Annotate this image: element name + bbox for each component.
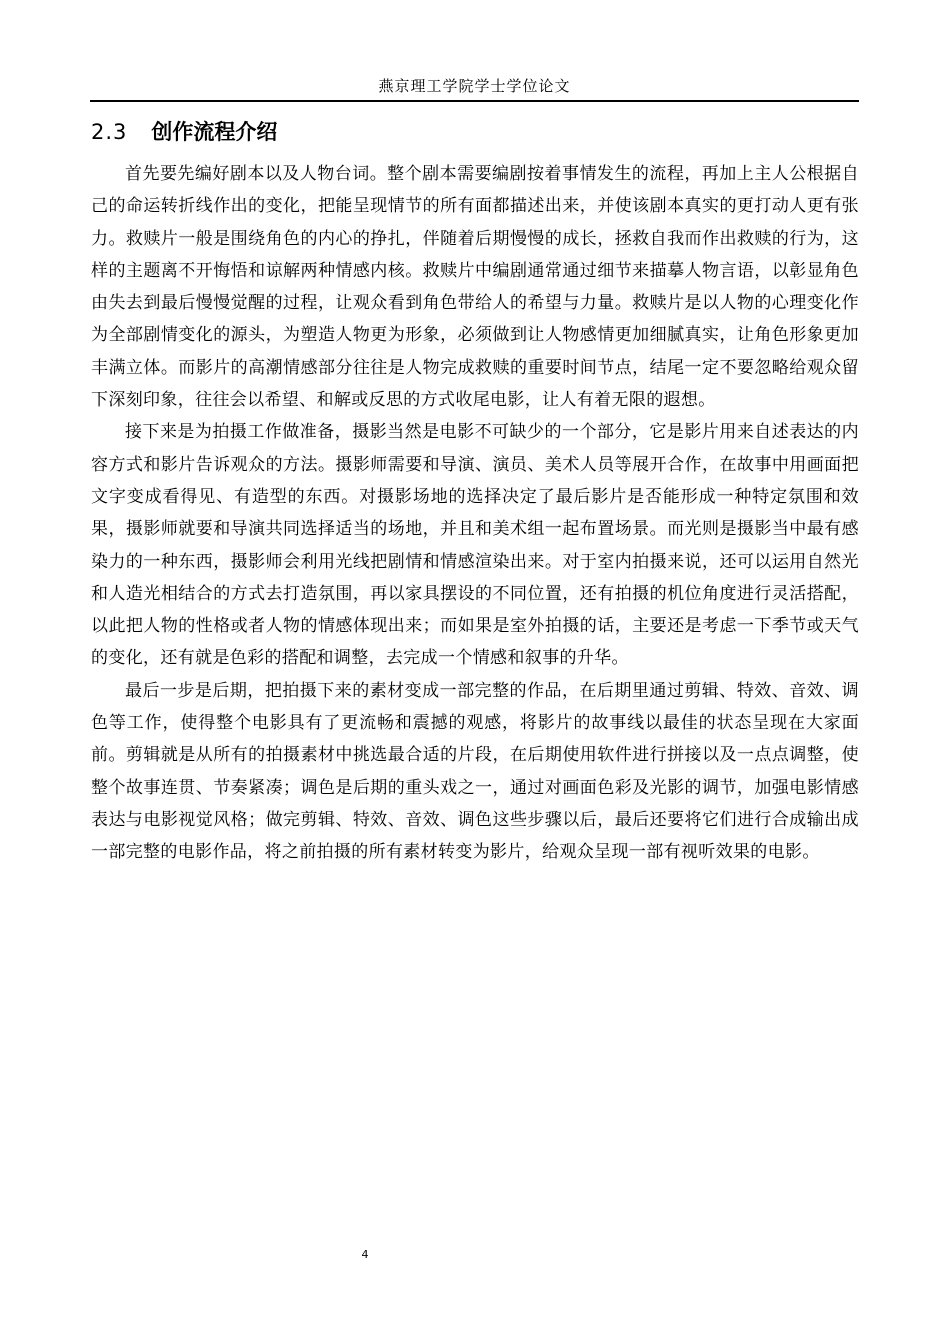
header-rule	[90, 100, 859, 102]
paragraph-post-production: 最后一步是后期，把拍摄下来的素材变成一部完整的作品，在后期里通过剪辑、特效、音效、调色等工作，使得整个电影具有了更流畅和震撼的观感，将影片的故事线以最佳的状态呈现在大家面前。剪辑就是从所有的拍摄素材中挑选最合适的片段，在后期使用软件进行拼接以及一点点调整，使整个故事连贯、节奏紧凑；调色是后期的重头戏之一，通过对画面色彩及光影的调节，加强电影情感表达与电影视觉风格；做完剪辑、特效、音效、调色这些步骤以后，最后还要将它们进行合成输出成一部完整的电影作品，将之前拍摄的所有素材转变为影片，给观众呈现一部有视听效果的电影。	[91, 680, 859, 863]
running-header: 燕京理工学院学士学位论文	[378, 77, 571, 95]
section-number: 2.3	[91, 120, 128, 144]
paragraph-script: 首先要先编好剧本以及人物台词。整个剧本需要编剧按着事情发生的流程，再加上主人公根据自己的命运转折线作出的变化，把能呈现情节的所有面都描述出来，并使该剧本真实的更打动人更有张力。救赎片一般是围绕角色的内心的挣扎，伴随着后期慢慢的成长，拯救自我而作出救赎的行为，这样的主题离不开悔悟和谅解两种情感内核。救赎片中编剧通常通过细节来描摹人物言语，以彰显角色由失去到最后慢慢觉醒的过程，让观众看到角色带给人的希望与力量。救赎片是以人物的心理变化作为全部剧情变化的源头，为塑造人物更为形象，必须做到让人物感情更加细腻真实，让角色形象更加丰满立体。而影片的高潮情感部分往往是人物完成救赎的重要时间节点，结尾一定不要忽略给观众留下深刻印象，往往会以希望、和解或反思的方式收尾电影，让人有着无限的遐想。	[91, 164, 859, 411]
paragraph-shooting: 接下来是为拍摄工作做准备，摄影当然是电影不可缺少的一个部分，它是影片用来自述表达的内容方式和影片告诉观众的方法。摄影师需要和导演、演员、美术人员等展开合作，在故事中用画面把文字变成看得见、有造型的东西。对摄影场地的选择决定了最后影片是否能形成一种特定氛围和效果，摄影师就要和导演共同选择适当的场地，并且和美术组一起布置场景。而光则是摄影当中最有感染力的一种东西，摄影师会利用光线把剧情和情感渲染出来。对于室内拍摄来说，还可以运用自然光和人造光相结合的方式去打造氛围，再以家具摆设的不同位置，还有拍摄的机位角度进行灵活搭配，以此把人物的性格或者人物的情感体现出来；而如果是室外拍摄的话，主要还是考虑一下季节或天气的变化，还有就是色彩的搭配和调整，去完成一个情感和叙事的升华。	[91, 422, 859, 669]
section-title: 创作流程介绍	[151, 120, 278, 144]
page-number: 4	[361, 1248, 369, 1261]
body-text	[91, 158, 859, 869]
section-heading	[91, 118, 277, 146]
